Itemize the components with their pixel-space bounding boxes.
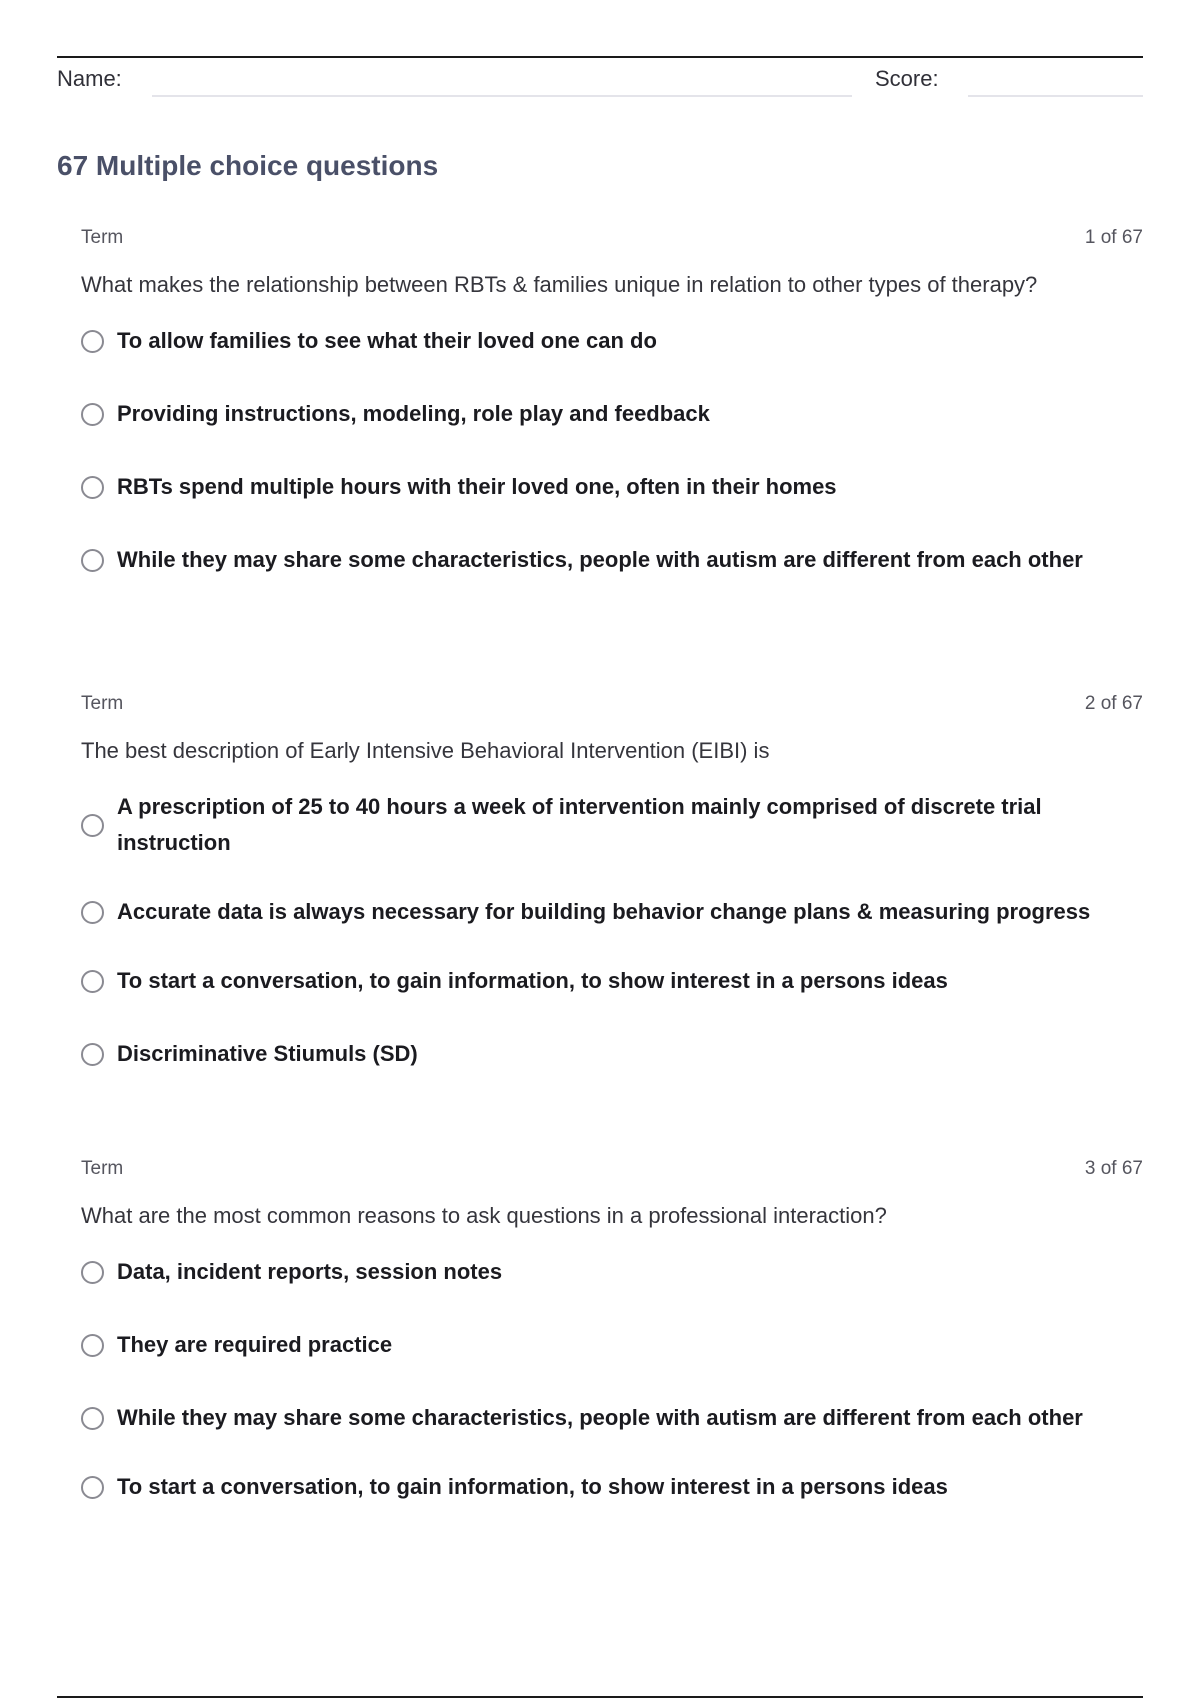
question-header	[81, 693, 1143, 721]
section-title: 67 Multiple choice questions	[57, 150, 439, 181]
question-header	[81, 227, 1143, 255]
question-text: What makes the relationship between RBTs & families unique in relation to other types of therapy?	[81, 272, 1038, 297]
answer-option[interactable]	[81, 1254, 1143, 1290]
radio-icon[interactable]	[81, 1261, 104, 1284]
answer-option[interactable]	[81, 323, 1143, 359]
answer-text: Accurate data is always necessary for building behavior change plans & measuring progress	[117, 899, 1091, 924]
answer-option[interactable]	[81, 1036, 1143, 1072]
score-field[interactable]	[968, 95, 1143, 97]
score-label: Score:	[875, 66, 939, 91]
term-label: Term	[81, 227, 124, 248]
radio-icon[interactable]	[81, 403, 104, 426]
answer-option[interactable]	[81, 894, 1143, 930]
answer-option[interactable]	[81, 1327, 1143, 1363]
answer-text: They are required practice	[117, 1332, 393, 1357]
question-counter: 1 of 67	[1084, 227, 1143, 248]
answer-text: Providing instructions, modeling, role play and feedback	[117, 401, 710, 426]
question-text: What are the most common reasons to ask questions in a professional interaction?	[81, 1203, 887, 1228]
radio-icon[interactable]	[81, 1334, 104, 1357]
answer-options	[81, 323, 1143, 578]
answer-text: While they may share some characteristics, people with autism are different from each other	[117, 1405, 1083, 1430]
answer-option[interactable]	[81, 469, 1143, 505]
answer-option[interactable]	[81, 1469, 1143, 1505]
question-counter: 3 of 67	[1084, 1158, 1143, 1179]
question-counter: 2 of 67	[1084, 693, 1143, 714]
radio-icon[interactable]	[81, 1476, 104, 1499]
answer-text: RBTs spend multiple hours with their loved one, often in their homes	[117, 474, 837, 499]
answer-text: Data, incident reports, session notes	[117, 1259, 503, 1284]
question-text: The best description of Early Intensive Behavioral Intervention (EIBI) is	[81, 738, 770, 763]
term-label: Term	[81, 693, 124, 714]
top-divider	[57, 56, 1143, 58]
answer-option[interactable]	[81, 789, 1143, 861]
answer-text: To start a conversation, to gain information, to show interest in a persons ideas	[117, 968, 948, 993]
answer-option[interactable]	[81, 1400, 1143, 1436]
question-3	[81, 1158, 1143, 1542]
question-1	[81, 227, 1143, 611]
answer-options	[81, 1254, 1143, 1505]
worksheet-page	[57, 0, 1143, 1700]
answer-text: To allow families to see what their loved one can do	[117, 328, 657, 353]
answer-text: While they may share some characteristics, people with autism are different from each other	[117, 547, 1083, 572]
question-header	[81, 1158, 1143, 1186]
radio-icon[interactable]	[81, 476, 104, 499]
radio-icon[interactable]	[81, 1407, 104, 1430]
answer-option[interactable]	[81, 963, 1143, 999]
answer-text: A prescription of 25 to 40 hours a week of intervention mainly comprised of discrete trial instruction	[117, 794, 1042, 855]
answer-options	[81, 789, 1143, 1072]
answer-option[interactable]	[81, 542, 1143, 578]
radio-icon[interactable]	[81, 1043, 104, 1066]
radio-icon[interactable]	[81, 330, 104, 353]
name-field[interactable]	[152, 95, 852, 97]
name-label: Name:	[57, 66, 122, 91]
answer-option[interactable]	[81, 396, 1143, 432]
radio-icon[interactable]	[81, 814, 104, 837]
radio-icon[interactable]	[81, 549, 104, 572]
term-label: Term	[81, 1158, 124, 1179]
question-2	[81, 693, 1143, 1109]
answer-text: Discriminative Stiumuls (SD)	[117, 1041, 418, 1066]
radio-icon[interactable]	[81, 901, 104, 924]
worksheet-header	[57, 62, 1143, 98]
answer-text: To start a conversation, to gain information, to show interest in a persons ideas	[117, 1474, 948, 1499]
radio-icon[interactable]	[81, 970, 104, 993]
bottom-divider	[57, 1696, 1143, 1698]
